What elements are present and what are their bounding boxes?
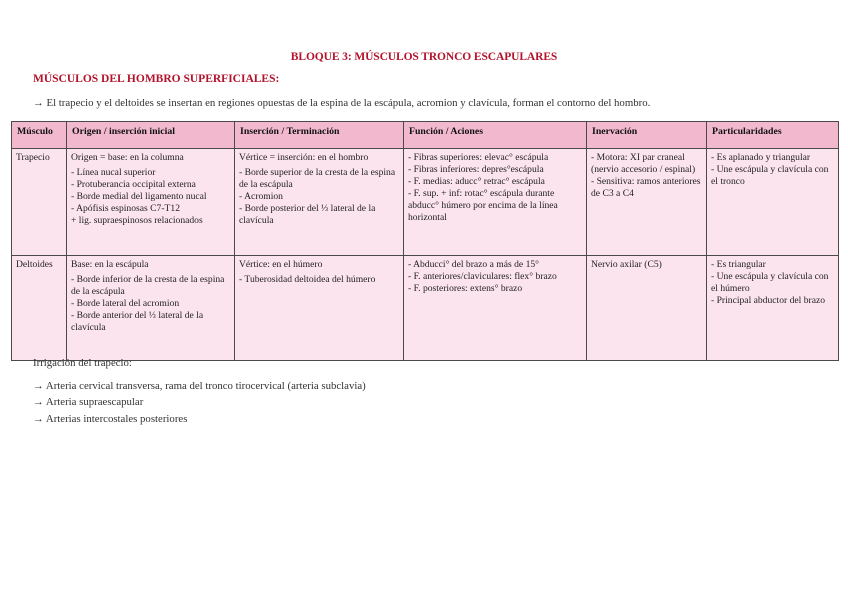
list-item: - Apófisis espinosas C7-T12 xyxy=(71,203,180,214)
table-header-row xyxy=(12,122,839,149)
list-item: - Protuberancia occipital externa xyxy=(71,179,196,190)
list-item: - Borde anterior del ⅓ lateral de la clavícula xyxy=(71,310,204,333)
list-item: - Fibras superiores: elevac° escápula xyxy=(408,152,549,163)
list-item: - Fibras inferiores: depres°escápula xyxy=(408,164,544,175)
insertion-head: Vértice = inserción: en el hombro xyxy=(239,152,369,163)
list-item: - F. posteriores: extens° brazo xyxy=(408,283,523,294)
insertion-cell xyxy=(235,256,404,361)
section-subtitle: MÚSCULOS DEL HOMBRO SUPERFICIALES: xyxy=(33,73,280,85)
intro-paragraph: → El trapecio y el deltoides se insertan en regiones opuestas de la espina de la escápula, acromion y clavícula, forman el contorno del hombro. xyxy=(33,97,651,109)
innervation-cell xyxy=(587,149,707,256)
header-insercion: Inserción / Terminación xyxy=(235,122,404,149)
list-item: - Acromion xyxy=(239,191,283,202)
header-musculo: Músculo xyxy=(12,122,67,149)
list-item: Nervio axilar (C5) xyxy=(591,259,662,270)
header-funcion: Función / Aciones xyxy=(404,122,587,149)
list-item: - Une escápula y clavícula con el tronco xyxy=(711,164,829,187)
list-item: → Arteria supraescapular xyxy=(33,396,144,408)
table-row xyxy=(12,256,839,361)
irrigation-heading: Irrigación del trapecio: xyxy=(33,357,132,369)
particular-cell xyxy=(707,256,839,361)
list-item: - F. medias: aducc° retrac° escápula xyxy=(408,176,545,187)
list-item: - Es triangular xyxy=(711,259,766,270)
origin-cell xyxy=(67,149,235,256)
list-item: - Borde medial del ligamento nucal xyxy=(71,191,207,202)
header-particularidades: Particularidades xyxy=(707,122,839,149)
insertion-head: Vértice: en el húmero xyxy=(239,259,323,270)
document-title: BLOQUE 3: MÚSCULOS TRONCO ESCAPULARES xyxy=(290,51,558,63)
list-item: - Borde posterior del ⅓ lateral de la clavícula xyxy=(239,203,376,226)
function-cell xyxy=(404,149,587,256)
function-cell xyxy=(404,256,587,361)
list-item: - Tuberosidad deltoidea del húmero xyxy=(239,274,376,285)
particular-cell xyxy=(707,149,839,256)
muscles-table xyxy=(11,121,839,361)
muscle-name: Deltoides xyxy=(12,256,67,361)
list-item: - Línea nucal superior xyxy=(71,167,156,178)
irrigation-section xyxy=(33,355,366,427)
header-origen: Origen / inserción inicial xyxy=(67,122,235,149)
list-item: - Borde superior de la cresta de la espina de la escápula xyxy=(239,167,396,190)
origin-cell xyxy=(67,256,235,361)
list-item: - Sensitiva: ramos anteriores de C3 a C4 xyxy=(591,176,701,199)
origin-head: Origen = base: en la columna xyxy=(71,152,184,163)
list-item: - F. anteriores/claviculares: flex° brazo xyxy=(408,271,557,282)
table-row xyxy=(12,149,839,256)
list-item: - Abducci° del brazo a más de 15° xyxy=(408,259,540,270)
muscle-name: Trapecio xyxy=(12,149,67,256)
list-item: - Motora: XI par craneal (nervio accesorio / espinal) xyxy=(591,152,696,175)
insertion-cell xyxy=(235,149,404,256)
list-item: - Borde inferior de la cresta de la espina de la escápula xyxy=(71,274,225,297)
header-inervacion: Inervación xyxy=(587,122,707,149)
origin-head: Base: en la escápula xyxy=(71,259,149,270)
list-item: - Une escápula y clavícula con el húmero xyxy=(711,271,829,294)
list-item: → Arterias intercostales posteriores xyxy=(33,412,188,425)
list-item: → Arteria cervical transversa, rama del tronco tirocervical (arteria subclavia) xyxy=(33,379,366,392)
list-item: - Es aplanado y triangular xyxy=(711,152,811,163)
list-item: - Principal abductor del brazo xyxy=(711,295,826,306)
list-item: - Borde lateral del acromion xyxy=(71,298,180,309)
innervation-cell xyxy=(587,256,707,361)
list-item: + lig. supraespinosos relacionados xyxy=(71,215,203,226)
list-item: - F. sup. + inf: rotac° escápula durante abducc° húmero por encima de la línea horizontal xyxy=(408,188,558,223)
